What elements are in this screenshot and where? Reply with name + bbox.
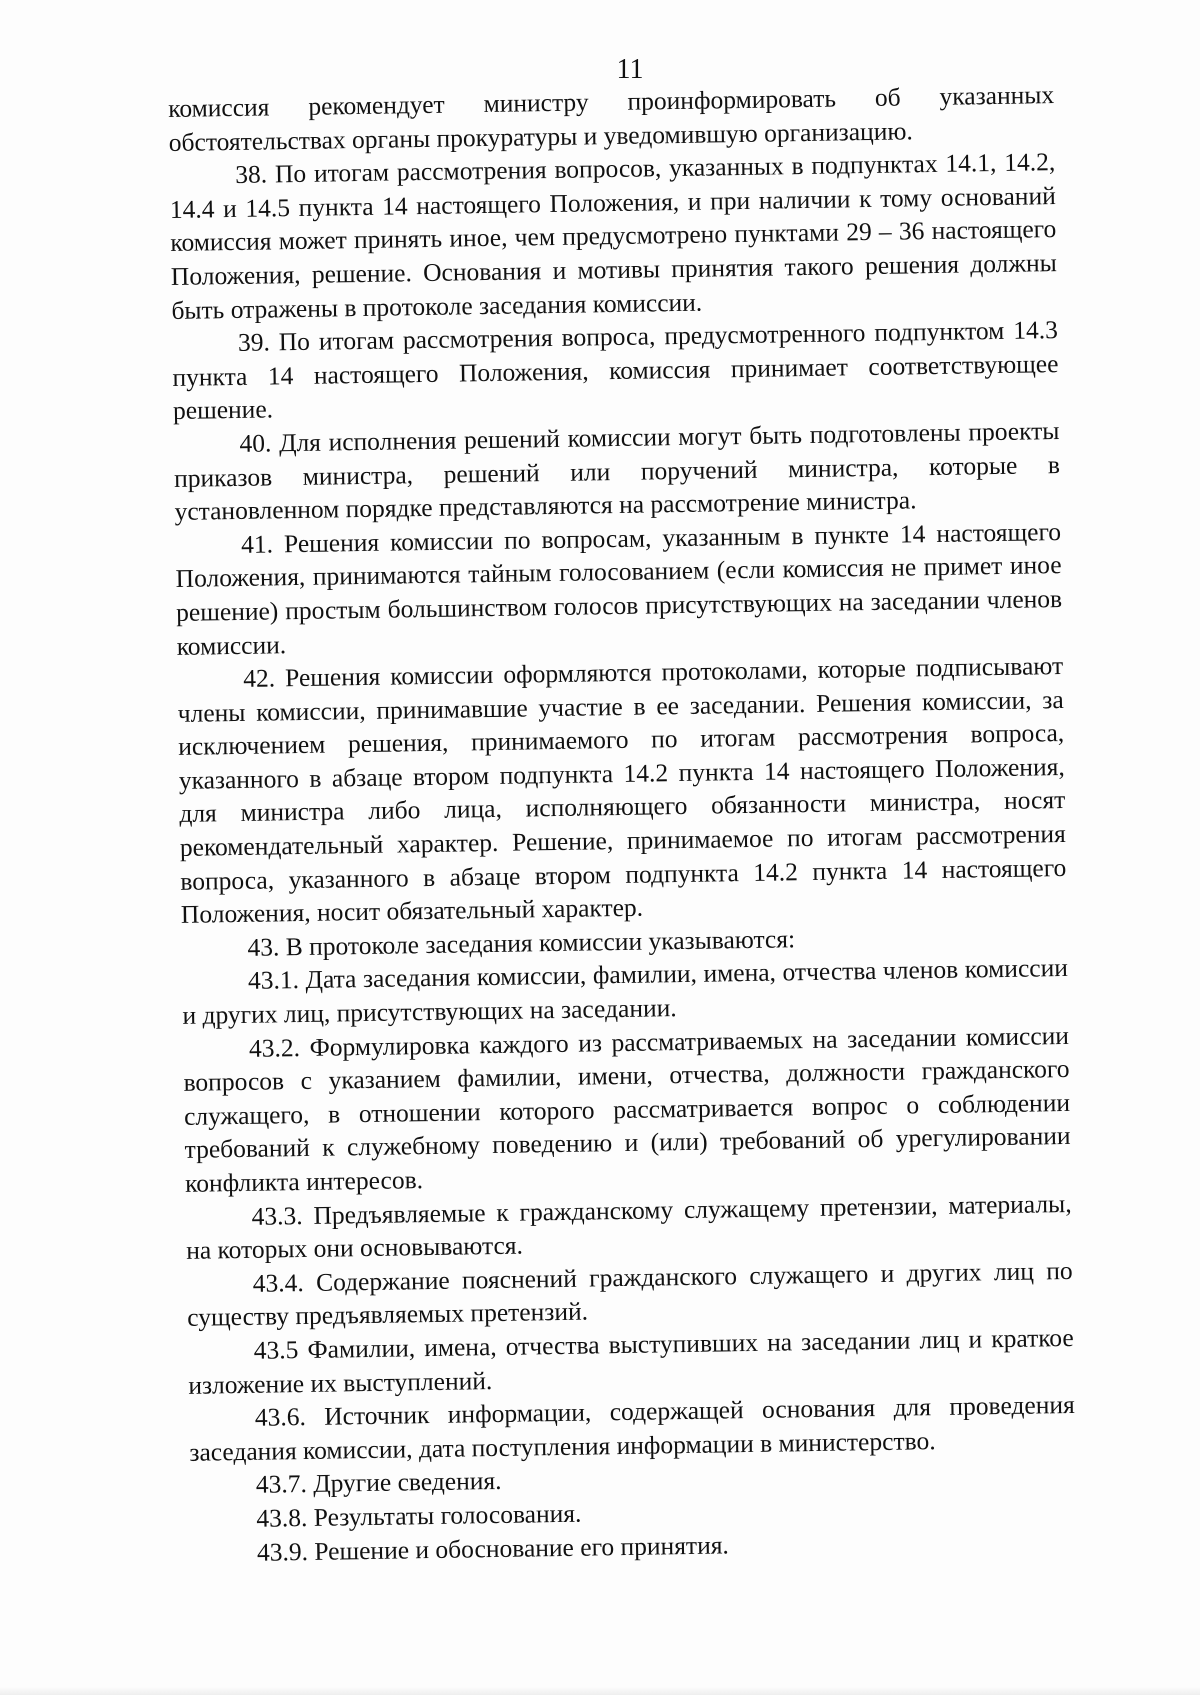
scan-bottom-edge	[0, 1687, 1200, 1695]
document-body	[168, 78, 1077, 1570]
paragraph-38: 38. По итогам рассмотрения вопросов, указанных в подпунктах 14.1, 14.2, 14.4 и 14.5 пункта 14 настоящего Положения, и при наличии к тому оснований комиссия может принять иное, чем предусмотрено пунктами 29 – 36 настоящего Положения, решение. Основания и мотивы принятия такого решения должны быть отражены в протоколе заседания комиссии.	[169, 147, 1058, 325]
paragraph-40: 40. Для исполнения решений комиссии могут быть подготовлены проекты приказов министра, решений или поручений министра, которые в установленном порядке представляются на рассмотрение министра.	[173, 415, 1061, 527]
paragraph-continuation: комиссия рекомендует министру проинформировать об указанных обстоятельствах органы прокуратуры и уведомившую организацию.	[168, 80, 1055, 157]
paragraph-43-8: 43.8. Результаты голосования.	[256, 1498, 582, 1533]
paragraph-43-7: 43.7. Другие сведения.	[255, 1466, 502, 1500]
paragraph-43-2: 43.2. Формулировка каждого из рассматриваемых на заседании комиссии вопросов с указанием фамилии, имени, отчества, должности гражданского служащего, в отношении которого рассматривается вопрос о соблюдении требований к служебному поведению и (или) требований об урегулировании конфликта интересов.	[183, 1020, 1071, 1198]
paragraph-43: 43. В протоколе заседания комиссии указываются:	[247, 924, 796, 962]
paragraph-43-1: 43.1. Дата заседания комиссии, фамилии, имена, отчества членов комиссии и других лиц, присутствующих на заседании.	[182, 953, 1069, 1030]
paragraph-43-4: 43.4. Содержание пояснений гражданского служащего и других лиц по существу предъявляемых претензий.	[187, 1255, 1073, 1333]
paragraph-43-9: 43.9. Решение и обоснование его принятия.	[256, 1529, 730, 1567]
paragraph-41: 41. Решения комиссии по вопросам, указанным в пункте 14 настоящего Положения, принимаются тайным голосованием (если комиссия не примет иное решение) простым большинством голосов присутствующих на заседании членов комиссии.	[175, 516, 1063, 661]
paragraph-39: 39. По итогам рассмотрения вопроса, предусмотренного подпунктом 14.3 пункта 14 настоящего Положения, комиссия принимает соответствующее решение.	[172, 315, 1059, 426]
paragraph-43-3: 43.3. Предъявляемые к гражданскому служащему претензии, материалы, на которых они основываются.	[185, 1188, 1072, 1266]
paragraph-43-5: 43.5 Фамилии, имена, отчества выступивших на заседании лиц и краткое изложение их выступлений.	[188, 1322, 1074, 1400]
page-number: 11	[616, 54, 644, 85]
paragraph-43-6: 43.6. Источник информации, содержащей основания для проведения заседания комиссии, дата поступления информации в министерство.	[189, 1390, 1075, 1467]
paragraph-42: 42. Решения комиссии оформляются протоколами, которые подписывают члены комиссии, принимавшие участие в ее заседании. Решения комиссии, за исключением решения, принимаемого по итогам рассмотрения вопроса, указанного в абзаце втором подпункта 14.2 пункта 14 настоящего Положения, для министра либо лица, исполняющего обязанности министра, носят рекомендательный характер. Решение, принимаемое по итогам рассмотрения вопроса, указанного в абзаце втором подпункта 14.2 пункта 14 настоящего Положения, носит обязательный характер.	[177, 651, 1067, 930]
